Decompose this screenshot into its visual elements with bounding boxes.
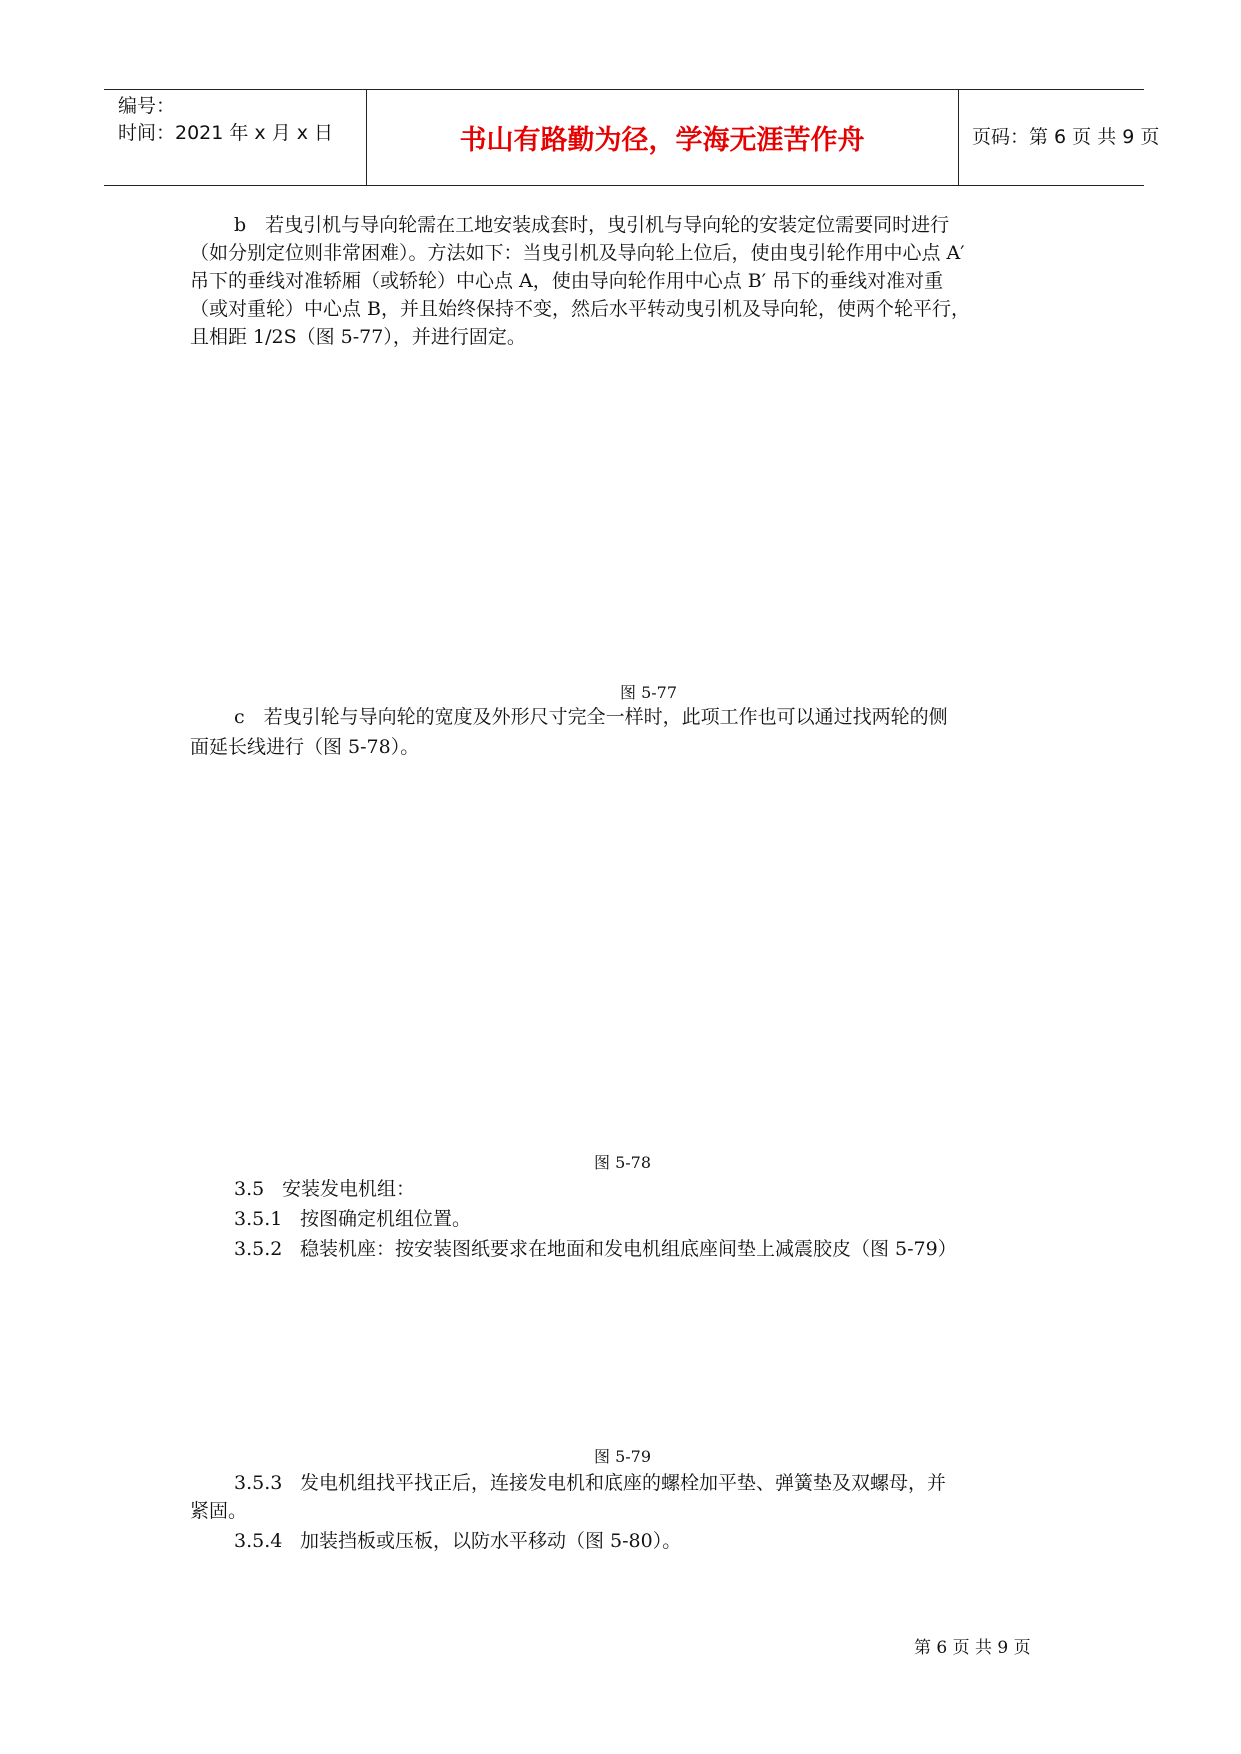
section-number: 3.5.2 (234, 1238, 283, 1260)
header-page-label: 页码：第 6 页 共 9 页 (972, 126, 1160, 148)
section-text: 安装发电机组： (282, 1178, 416, 1200)
header-divider (958, 90, 959, 185)
section-number: 3.5.3 (234, 1472, 283, 1494)
paragraph-b-line: 吊下的垂线对准轿厢（或轿轮）中心点 A，使由导向轮作用中心点 B′ 吊下的垂线对准对重 (190, 270, 944, 292)
paragraph-b-line: （或对重轮）中心点 B，并且始终保持不变，然后水平转动曳引机及导向轮，使两个轮平行， (190, 298, 971, 320)
section-number: 3.5.1 (234, 1208, 283, 1230)
header-motto: 书山有路勤为径，学海无涯苦作舟 (459, 125, 865, 156)
page-footer: 第 6 页 共 9 页 (914, 1638, 1031, 1658)
figure-caption: 图 5-78 (594, 1153, 652, 1172)
section-3-5 (234, 1176, 415, 1202)
section-text: 发电机组找平找正后，连接发电机和底座的螺栓加平垫、弹簧垫及双螺母，并 (300, 1472, 947, 1494)
paragraph-b-line: b 若曳引机与导向轮需在工地安装成套时，曳引机与导向轮的安装定位需要同时进行 (234, 214, 950, 236)
figure-5-78 (190, 770, 1050, 1140)
paragraph-c-line: c 若曳引轮与导向轮的宽度及外形尺寸完全一样时，此项工作也可以通过找两轮的侧 (234, 706, 948, 728)
paragraph-b-line: 且相距 1/2S（图 5-77），并进行固定。 (190, 326, 526, 348)
section-3-5-1 (234, 1206, 471, 1232)
section-text: 加装挡板或压板，以防水平移动（图 5-80）。 (300, 1530, 682, 1552)
figure-caption: 图 5-79 (594, 1447, 652, 1466)
page-header (104, 89, 1160, 186)
document-time-label: 时间：2021 年 x 月 x 日 (118, 122, 334, 144)
section-text: 按图确定机组位置。 (300, 1208, 472, 1230)
figure-5-77 (190, 360, 1050, 670)
paragraph-c-line: 面延长线进行（图 5-78）。 (190, 736, 420, 758)
figure-5-79 (190, 1270, 1050, 1435)
section-3-5-3-continuation: 紧固。 (190, 1500, 248, 1522)
section-text: 稳装机座：按安装图纸要求在地面和发电机组底座间垫上减震胶皮（图 5-79） (300, 1238, 957, 1260)
section-3-5-2 (234, 1236, 957, 1262)
figure-caption: 图 5-77 (620, 683, 678, 702)
section-3-5-3 (234, 1470, 946, 1496)
section-number: 3.5 (234, 1178, 265, 1200)
section-3-5-4 (234, 1528, 681, 1554)
section-number: 3.5.4 (234, 1530, 283, 1552)
document-number-label: 编号： (118, 95, 176, 117)
paragraph-b-line: （如分别定位则非常困难）。方法如下：当曳引机及导向轮上位后，使由曳引轮作用中心点 A′ (190, 242, 965, 264)
